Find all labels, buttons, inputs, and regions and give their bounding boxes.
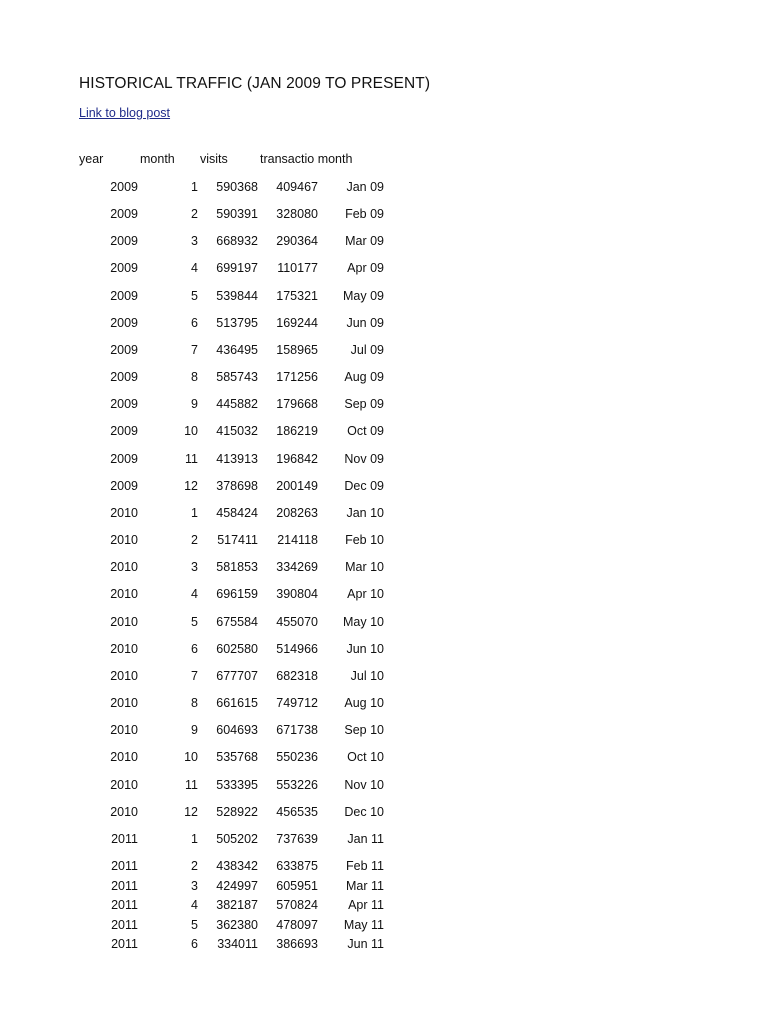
- cell-year: 2009: [110, 261, 138, 275]
- table-row: [0, 452, 768, 470]
- cell-month: 3: [191, 560, 198, 574]
- table-row: [0, 533, 768, 551]
- cell-visits: 415032: [216, 424, 258, 438]
- cell-month: 2: [191, 533, 198, 547]
- table-row: [0, 723, 768, 741]
- cell-visits: 528922: [216, 805, 258, 819]
- cell-visits: 590391: [216, 207, 258, 221]
- cell-year: 2010: [110, 587, 138, 601]
- cell-month: 4: [191, 587, 198, 601]
- cell-visits: 602580: [216, 642, 258, 656]
- cell-visits: 334011: [217, 937, 258, 951]
- cell-year: 2011: [111, 832, 138, 846]
- cell-visits: 581853: [216, 560, 258, 574]
- cell-month-label: Nov 09: [344, 452, 384, 466]
- cell-year: 2010: [110, 805, 138, 819]
- cell-year: 2009: [110, 479, 138, 493]
- table-row: [0, 289, 768, 307]
- table-row: [0, 560, 768, 578]
- cell-month: 3: [191, 879, 198, 893]
- cell-month-label: Jul 09: [350, 343, 384, 357]
- cell-year: 2009: [110, 289, 138, 303]
- cell-visits: 413913: [216, 452, 258, 466]
- cell-transactions: 110177: [277, 261, 318, 275]
- cell-year: 2009: [110, 234, 138, 248]
- cell-transactions: 334269: [276, 560, 318, 574]
- cell-visits: 438342: [216, 859, 258, 873]
- cell-visits: 378698: [216, 479, 258, 493]
- table-row: [0, 805, 768, 823]
- cell-transactions: 158965: [276, 343, 318, 357]
- cell-transactions: 214118: [277, 533, 318, 547]
- cell-year: 2010: [110, 560, 138, 574]
- cell-month-label: May 10: [343, 615, 384, 629]
- cell-transactions: 208263: [276, 506, 318, 520]
- cell-month-label: Jun 11: [347, 937, 384, 951]
- header-year: year: [79, 152, 104, 166]
- cell-year: 2009: [110, 180, 138, 194]
- cell-month: 8: [191, 696, 198, 710]
- cell-month: 12: [184, 805, 198, 819]
- cell-month-label: Sep 09: [344, 397, 384, 411]
- cell-year: 2010: [110, 506, 138, 520]
- cell-year: 2009: [110, 424, 138, 438]
- cell-month-label: Sep 10: [344, 723, 384, 737]
- table-row: [0, 898, 768, 916]
- cell-transactions: 196842: [276, 452, 318, 466]
- cell-month-label: May 09: [343, 289, 384, 303]
- cell-month-label: Mar 11: [346, 879, 384, 893]
- cell-month: 7: [191, 343, 198, 357]
- cell-month: 5: [191, 615, 198, 629]
- cell-month: 5: [191, 918, 198, 932]
- cell-year: 2011: [111, 859, 138, 873]
- cell-month: 9: [191, 723, 198, 737]
- table-row: [0, 234, 768, 252]
- cell-year: 2009: [110, 397, 138, 411]
- cell-transactions: 390804: [276, 587, 318, 601]
- cell-month: 6: [191, 316, 198, 330]
- table-row: [0, 207, 768, 225]
- cell-month-label: Mar 10: [345, 560, 384, 574]
- cell-month: 7: [191, 669, 198, 683]
- cell-month: 1: [191, 506, 198, 520]
- cell-month: 4: [191, 898, 198, 912]
- cell-month: 3: [191, 234, 198, 248]
- cell-month-label: Apr 10: [347, 587, 384, 601]
- table-row: [0, 918, 768, 936]
- cell-transactions: 200149: [276, 479, 318, 493]
- cell-year: 2010: [110, 615, 138, 629]
- cell-visits: 696159: [216, 587, 258, 601]
- cell-month: 10: [184, 750, 198, 764]
- cell-year: 2009: [110, 207, 138, 221]
- cell-year: 2011: [111, 879, 138, 893]
- cell-visits: 505202: [216, 832, 258, 846]
- table-row: [0, 370, 768, 388]
- cell-year: 2011: [111, 937, 138, 951]
- cell-month-label: Aug 09: [344, 370, 384, 384]
- table-row: [0, 832, 768, 850]
- table-row: [0, 879, 768, 897]
- cell-visits: 675584: [216, 615, 258, 629]
- cell-month: 9: [191, 397, 198, 411]
- cell-month-label: Mar 09: [345, 234, 384, 248]
- cell-transactions: 175321: [276, 289, 318, 303]
- cell-month: 6: [191, 642, 198, 656]
- cell-month: 4: [191, 261, 198, 275]
- cell-month-label: Jan 09: [346, 180, 384, 194]
- table-row: [0, 180, 768, 198]
- cell-month: 11: [185, 452, 198, 466]
- cell-year: 2009: [110, 316, 138, 330]
- cell-visits: 513795: [216, 316, 258, 330]
- header-visits: visits: [200, 152, 228, 166]
- cell-month-label: Jan 11: [347, 832, 384, 846]
- cell-year: 2010: [110, 642, 138, 656]
- cell-visits: 604693: [216, 723, 258, 737]
- table-row: [0, 316, 768, 334]
- cell-year: 2010: [110, 669, 138, 683]
- cell-month: 8: [191, 370, 198, 384]
- cell-transactions: 186219: [276, 424, 318, 438]
- cell-visits: 533395: [216, 778, 258, 792]
- cell-transactions: 386693: [276, 937, 318, 951]
- cell-visits: 382187: [216, 898, 258, 912]
- cell-month-label: Aug 10: [344, 696, 384, 710]
- cell-visits: 458424: [216, 506, 258, 520]
- cell-month-label: May 11: [343, 918, 384, 932]
- cell-visits: 445882: [216, 397, 258, 411]
- cell-transactions: 328080: [276, 207, 318, 221]
- cell-month-label: Feb 11: [346, 859, 384, 873]
- cell-visits: 677707: [216, 669, 258, 683]
- cell-visits: 590368: [216, 180, 258, 194]
- cell-year: 2010: [110, 750, 138, 764]
- cell-transactions: 478097: [276, 918, 318, 932]
- cell-transactions: 456535: [276, 805, 318, 819]
- cell-transactions: 749712: [276, 696, 318, 710]
- table-row: [0, 937, 768, 955]
- cell-month-label: Jun 09: [346, 316, 384, 330]
- cell-transactions: 682318: [276, 669, 318, 683]
- table-row: [0, 669, 768, 687]
- cell-month-label: Apr 11: [348, 898, 384, 912]
- cell-month-label: Oct 09: [347, 424, 384, 438]
- cell-month: 6: [191, 937, 198, 951]
- cell-visits: 424997: [216, 879, 258, 893]
- cell-month: 1: [191, 180, 198, 194]
- cell-month: 1: [191, 832, 198, 846]
- cell-year: 2010: [110, 696, 138, 710]
- cell-visits: 436495: [216, 343, 258, 357]
- blog-post-link[interactable]: Link to blog post: [79, 106, 171, 120]
- cell-transactions: 514966: [276, 642, 318, 656]
- cell-month-label: Apr 09: [347, 261, 384, 275]
- cell-month: 2: [191, 207, 198, 221]
- cell-month-label: Dec 09: [344, 479, 384, 493]
- cell-visits: 585743: [216, 370, 258, 384]
- cell-year: 2009: [110, 452, 138, 466]
- cell-transactions: 671738: [276, 723, 318, 737]
- cell-transactions: 455070: [276, 615, 318, 629]
- cell-month-label: Feb 09: [345, 207, 384, 221]
- cell-visits: 517411: [217, 533, 258, 547]
- cell-transactions: 290364: [276, 234, 318, 248]
- table-row: [0, 750, 768, 768]
- header-month-label: month: [317, 152, 353, 166]
- table-row: [0, 778, 768, 796]
- header-month: month: [140, 152, 175, 166]
- table-row: [0, 615, 768, 633]
- table-row: [0, 479, 768, 497]
- table-row: [0, 859, 768, 877]
- table-row: [0, 343, 768, 361]
- cell-transactions: 171256: [276, 370, 318, 384]
- cell-year: 2009: [110, 370, 138, 384]
- cell-month-label: Jun 10: [346, 642, 384, 656]
- table-row: [0, 696, 768, 714]
- cell-visits: 539844: [216, 289, 258, 303]
- cell-month-label: Nov 10: [344, 778, 384, 792]
- cell-year: 2011: [111, 898, 138, 912]
- table-row: [0, 642, 768, 660]
- cell-visits: 699197: [216, 261, 258, 275]
- cell-month-label: Dec 10: [344, 805, 384, 819]
- table-row: [0, 424, 768, 442]
- cell-visits: 661615: [216, 696, 258, 710]
- table-row: [0, 506, 768, 524]
- cell-month: 12: [184, 479, 198, 493]
- cell-transactions: 169244: [276, 316, 318, 330]
- table-row: [0, 587, 768, 605]
- cell-month-label: Jan 10: [346, 506, 384, 520]
- cell-month: 10: [184, 424, 198, 438]
- cell-year: 2010: [110, 778, 138, 792]
- cell-year: 2009: [110, 343, 138, 357]
- table-row: [0, 261, 768, 279]
- cell-transactions: 605951: [276, 879, 318, 893]
- cell-month: 11: [185, 778, 198, 792]
- cell-month: 2: [191, 859, 198, 873]
- cell-transactions: 179668: [276, 397, 318, 411]
- cell-transactions: 409467: [276, 180, 318, 194]
- cell-visits: 535768: [216, 750, 258, 764]
- header-transactions: transactio: [260, 152, 315, 166]
- cell-transactions: 633875: [276, 859, 318, 873]
- cell-year: 2011: [111, 918, 138, 932]
- cell-transactions: 550236: [276, 750, 318, 764]
- cell-month-label: Oct 10: [347, 750, 384, 764]
- cell-year: 2010: [110, 723, 138, 737]
- table-row: [0, 397, 768, 415]
- page-title: HISTORICAL TRAFFIC (JAN 2009 TO PRESENT): [79, 75, 431, 92]
- cell-month-label: Feb 10: [345, 533, 384, 547]
- cell-month: 5: [191, 289, 198, 303]
- cell-transactions: 737639: [276, 832, 318, 846]
- cell-month-label: Jul 10: [350, 669, 384, 683]
- cell-transactions: 553226: [276, 778, 318, 792]
- cell-visits: 362380: [216, 918, 258, 932]
- cell-year: 2010: [110, 533, 138, 547]
- cell-transactions: 570824: [276, 898, 318, 912]
- cell-visits: 668932: [216, 234, 258, 248]
